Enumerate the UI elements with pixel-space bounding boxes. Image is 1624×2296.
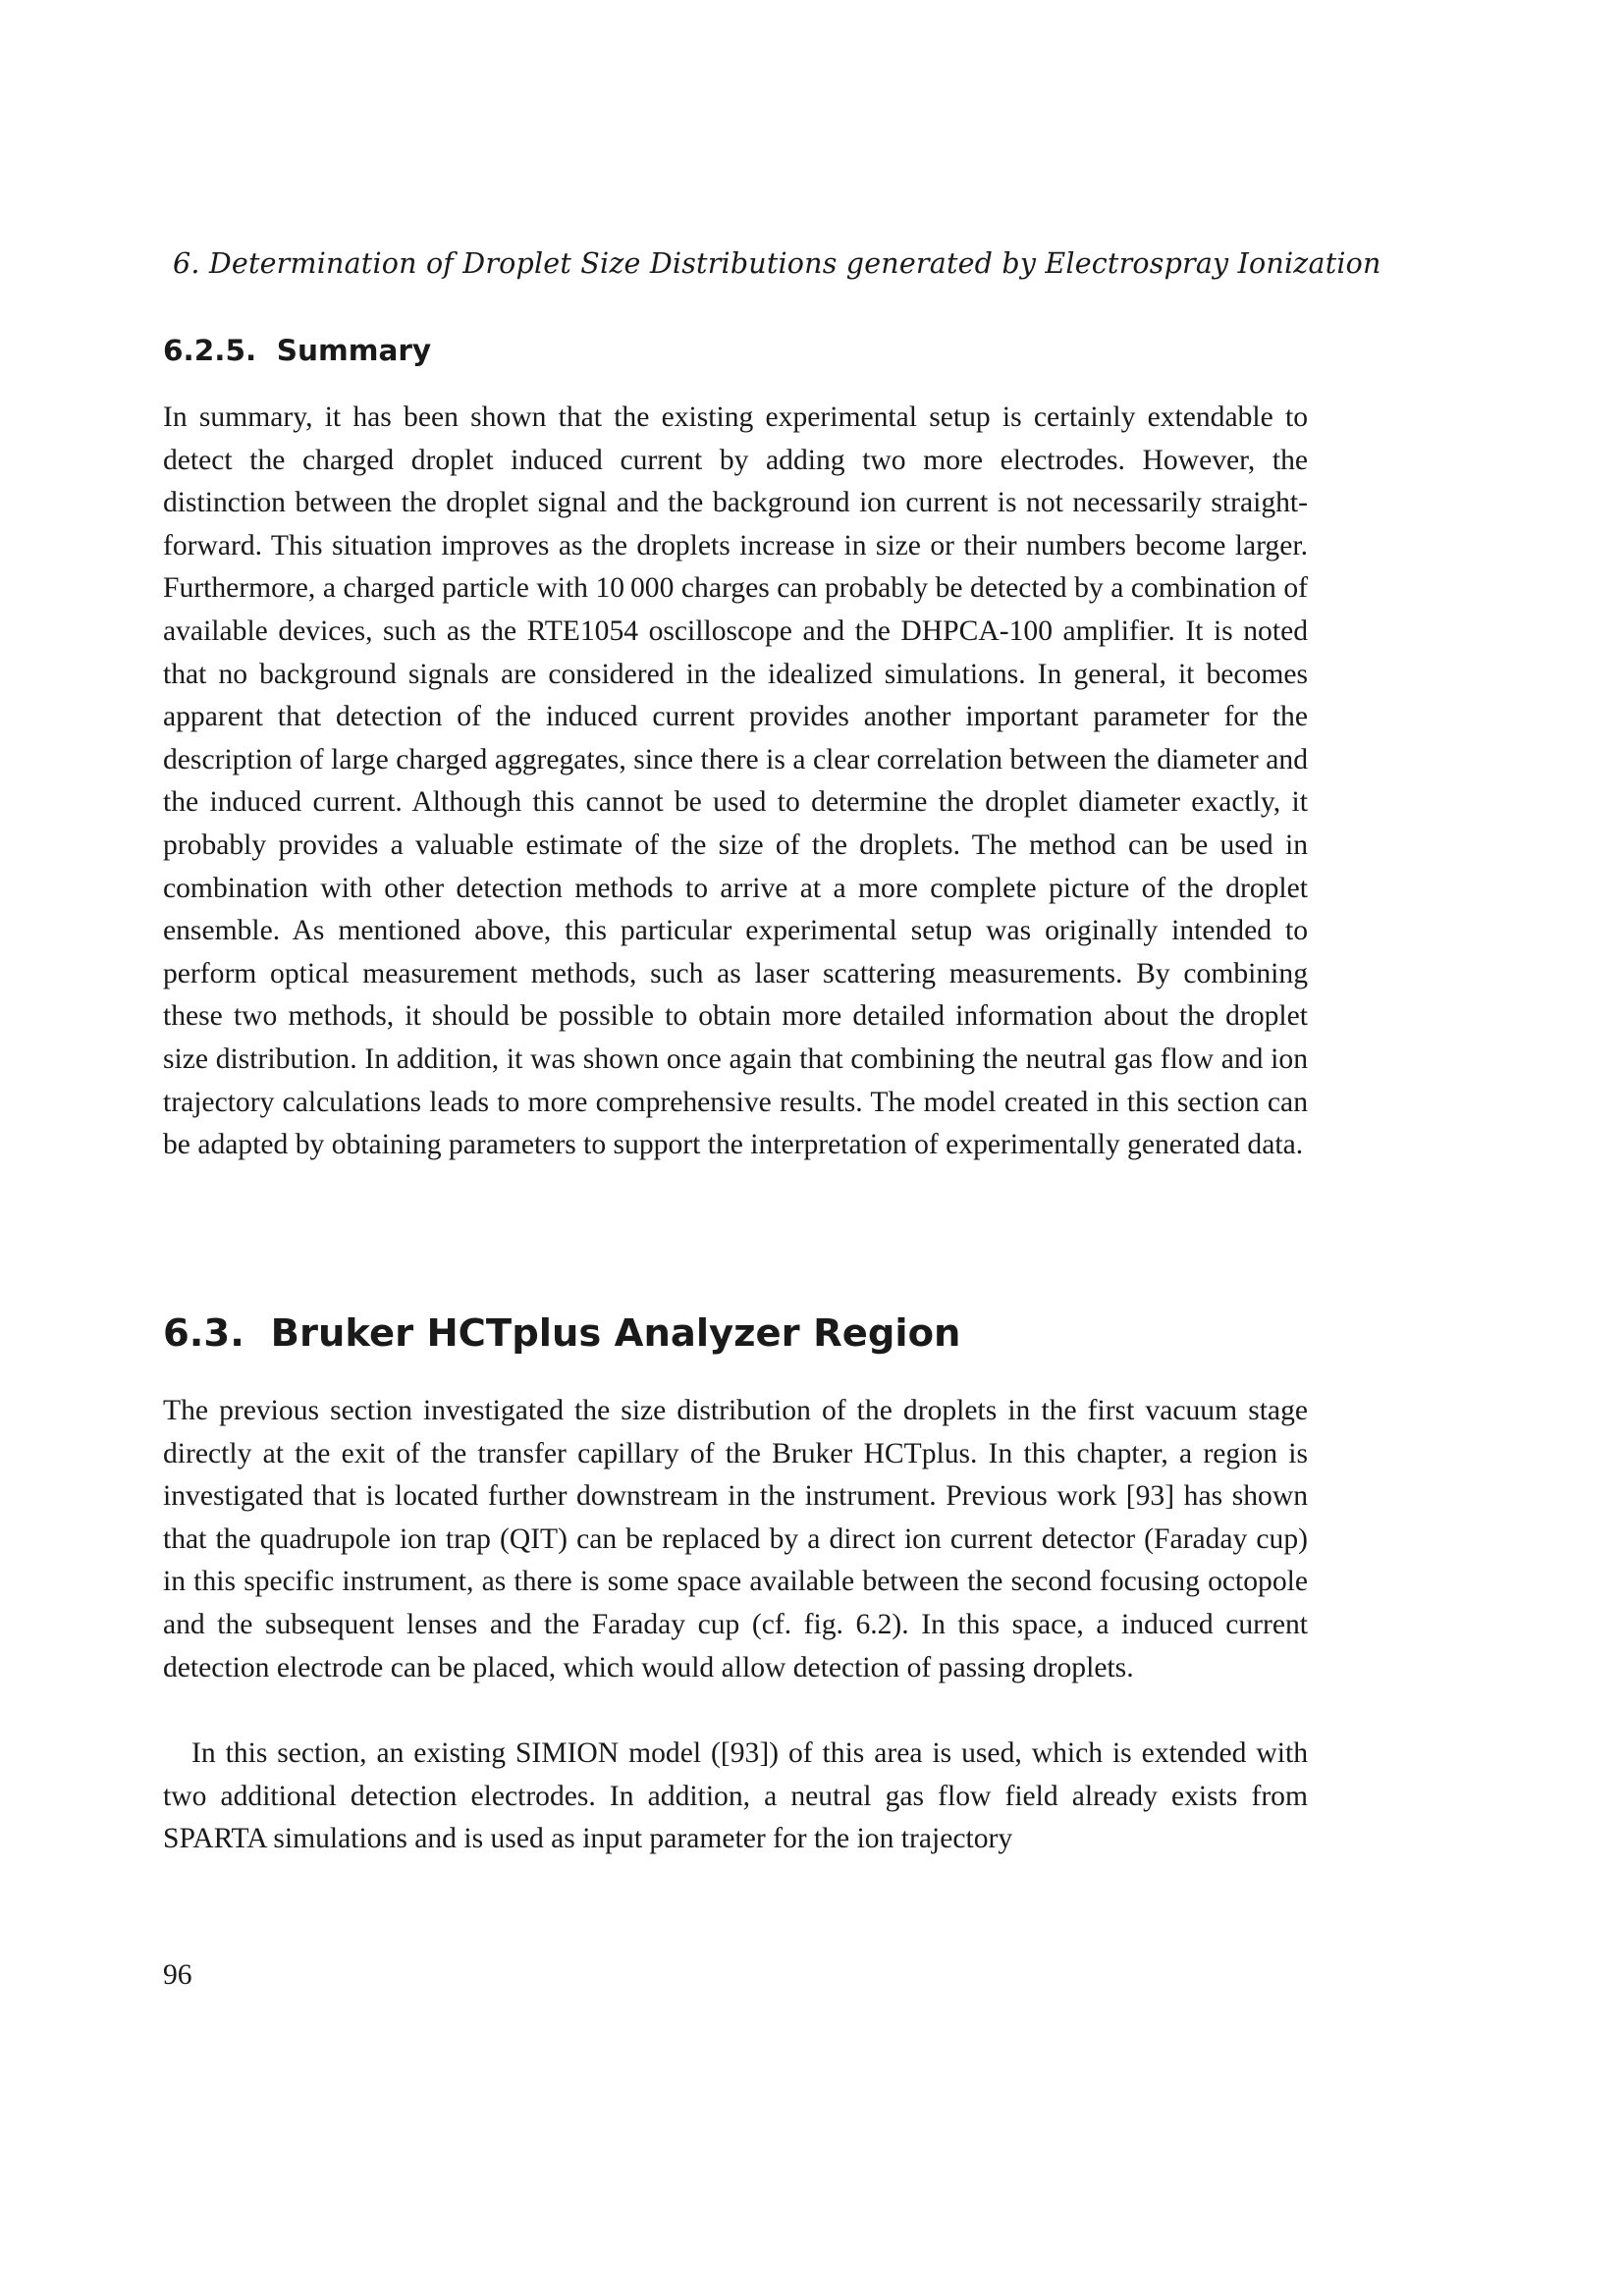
analyzer-intro-paragraph: The previous section investigated the size distribution of the droplets in the first vacuum stage directly at the exit of the transfer capillary of the Bruker HCTplus. In this chapter, a region is investigated that is located further downstream in the instrument. Previous work [93] has shown that the quadrupole ion trap (QIT) can be replaced by a direct ion current detector (Faraday cup) in this specific instrument, as there is some space available between the second focusing octopole and the subsequent lenses and the Faraday cup (cf. fig. 6.2). In this space, a induced current detection electrode can be placed, which would allow detection of passing droplets. — [163, 1395, 1308, 1683]
subsection-heading — [163, 334, 431, 367]
page — [163, 0, 1381, 2296]
running-head: 6. Determination of Droplet Size Distributions generated by Electrospray Ionization — [173, 247, 1381, 280]
page-number: 96 — [163, 1959, 192, 1991]
section-number: 6.3. — [163, 1311, 244, 1356]
analyzer-model-paragraph: In this section, an existing SIMION model ([93]) of this area is used, which is extended with two additional detection electrodes. In addition, a neutral gas flow field already exists from SPARTA simulations and is used as input parameter for the ion trajectory — [163, 1737, 1308, 1855]
subsection-title: Summary — [276, 334, 432, 367]
subsection-number: 6.2.5. — [163, 334, 257, 367]
section-heading — [163, 1311, 960, 1356]
summary-paragraph: In summary, it has been shown that the existing experimental setup is certainly extendable to detect the charged droplet induced current by adding two more electrodes. However, the distinction between the droplet signal and the background ion current is not necessarily straight-forward. This situation improves as the droplets increase in size or their numbers become larger. Furthermore, a charged particle with 10 000 charges can probably be detected by a combination of available devices, such as the RTE1054 oscilloscope and the DHPCA-100 amplifier. It is noted that no background signals are considered in the idealized simulations. In general, it becomes apparent that detection of the induced current provides another important parameter for the description of large charged aggregates, since there is a clear correlation between the diameter and the induced current. Although this cannot be used to determine the droplet diameter exactly, it probably provides a valuable estimate of the size of the droplets. The method can be used in combination with other detection methods to arrive at a more complete picture of the droplet ensemble. As mentioned above, this particular experimental setup was originally intended to perform optical measurement methods, such as laser scattering measurements. By combining these two methods, it should be possible to obtain more detailed information about the droplet size distribution. In addition, it was shown once again that combining the neutral gas flow and ion trajectory calculations leads to more comprehensive results. The model created in this section can be adapted by obtaining parameters to support the interpretation of experimentally generated data. — [163, 401, 1308, 1161]
section-title: Bruker HCTplus Analyzer Region — [270, 1311, 961, 1356]
